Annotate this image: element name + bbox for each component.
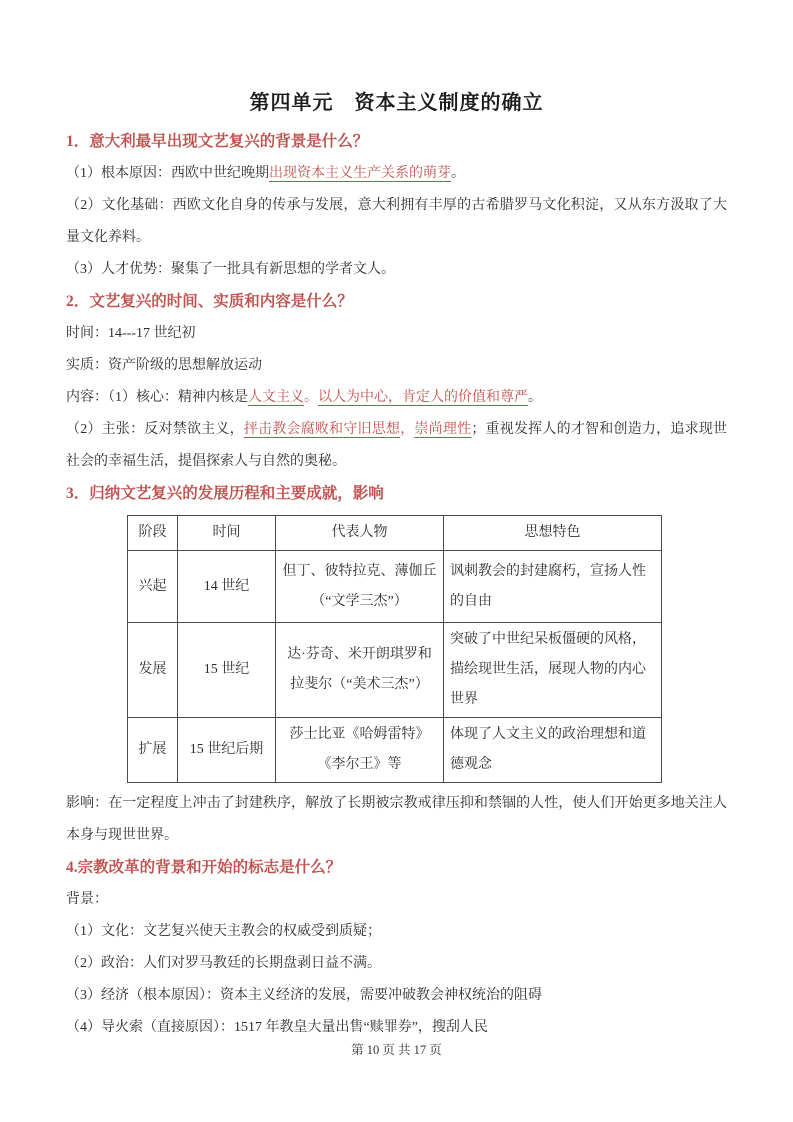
q2-core-highlight-2: 以人为中心，肯定人的价值和尊严 (318, 390, 528, 405)
q4-item-fuse: （4）导火索（直接原因）：1517 年教皇大量出售“赎罪券”，搜刮人民 (66, 1020, 488, 1035)
table-header-row (128, 516, 662, 551)
table-row (128, 623, 662, 718)
q2-essence: 实质：资产阶级的思想解放运动 (66, 358, 262, 373)
q2-time: 时间：14---17 世纪初 (66, 326, 196, 341)
table-header-features: 思想特色 (444, 516, 662, 551)
table-cell-time: 15 世纪 (178, 623, 276, 718)
q2-claim (66, 414, 727, 478)
table-cell-figures: 莎士比亚《哈姆雷特》《李尔王》等 (276, 718, 444, 783)
table-row (128, 718, 662, 783)
q1-point-1-end: 。 (451, 166, 465, 181)
q3-influence: 影响：在一定程度上冲击了封建秩序，解放了长期被宗教戒律压抑和禁锢的人性，使人们开始更多地关注人本身与现世世界。 (66, 796, 727, 843)
q1-point-1-highlight: 出现资本主义生产关系的萌芽 (269, 166, 451, 181)
q2-claim-end: ；重视发挥人的才智和创造力，追求现世社会的幸福生活，提倡探索人与自然的奥秘。 (66, 422, 728, 469)
table-cell-features: 体现了人文主义的政治理想和道德观念 (444, 718, 662, 783)
table-cell-stage: 发展 (128, 623, 178, 718)
table-row (128, 551, 662, 623)
table-header-time: 时间 (178, 516, 276, 551)
table-cell-time: 14 世纪 (178, 551, 276, 623)
q4-item-economy: （3）经济（根本原因）：资本主义经济的发展，需要冲破教会神权统治的阻碍 (66, 988, 542, 1003)
page-number-footer: 第 10 页 共 17 页 (351, 1043, 442, 1057)
table-cell-features: 讽刺教会的封建腐朽，宣扬人性的自由 (444, 551, 662, 623)
renaissance-stages-table (127, 515, 662, 783)
q4-item-politics: （2）政治：人们对罗马教廷的长期盘剥日益不满。 (66, 956, 381, 971)
question-1-heading: 1．意大利最早出现文艺复兴的背景是什么？ (66, 133, 369, 150)
q4-background-label: 背景： (66, 892, 108, 907)
q1-point-1-text: （1）根本原因：西欧中世纪晚期 (66, 166, 269, 181)
q4-item-culture: （1）文化：文艺复兴使天主教会的权威受到质疑； (66, 924, 381, 939)
q2-claim-separator: ， (400, 422, 415, 437)
table-header-figures: 代表人物 (276, 516, 444, 551)
q2-claim-highlight-1: 抨击教会腐败和守旧思想 (243, 422, 401, 437)
q2-core-end: 。 (528, 390, 542, 405)
q1-point-3: （3）人才优势：聚集了一批具有新思想的学者文人。 (66, 262, 395, 277)
question-4-heading: 4.宗教改革的背景和开始的标志是什么？ (66, 859, 342, 876)
table-cell-figures: 达·芬奇、米开朗琪罗和拉斐尔（“美术三杰”） (276, 623, 444, 718)
q2-claim-text: （2）主张：反对禁欲主义， (66, 422, 244, 437)
q2-core-highlight-1: 人文主义 (248, 390, 304, 405)
q2-core (66, 382, 727, 414)
page-title: 第四单元 资本主义制度的确立 (249, 92, 544, 114)
q1-point-2: （2）文化基础：西欧文化自身的传承与发展，意大利拥有丰厚的古希腊罗马文化积淀，又从东方汲取了大量文化养料。 (66, 198, 727, 245)
table-cell-figures: 但丁、彼特拉克、薄伽丘（“文学三杰”） (276, 551, 444, 623)
table-cell-stage: 兴起 (128, 551, 178, 623)
table-cell-features: 突破了中世纪呆板僵硬的风格，描绘现世生活，展现人物的内心世界 (444, 623, 662, 718)
question-2-heading: 2．文艺复兴的时间、实质和内容是什么？ (66, 293, 353, 310)
question-3-heading: 3．归纳文艺复兴的发展历程和主要成就，影响 (66, 485, 384, 502)
table-header-stage: 阶段 (128, 516, 178, 551)
q1-point-1 (66, 158, 727, 190)
table-cell-time: 15 世纪后期 (178, 718, 276, 783)
q2-core-separator: 。 (304, 390, 318, 405)
q2-core-text: 内容：（1）核心：精神内核是 (66, 390, 248, 405)
table-cell-stage: 扩展 (128, 718, 178, 783)
q2-claim-highlight-2: 崇尚理性 (414, 422, 472, 437)
